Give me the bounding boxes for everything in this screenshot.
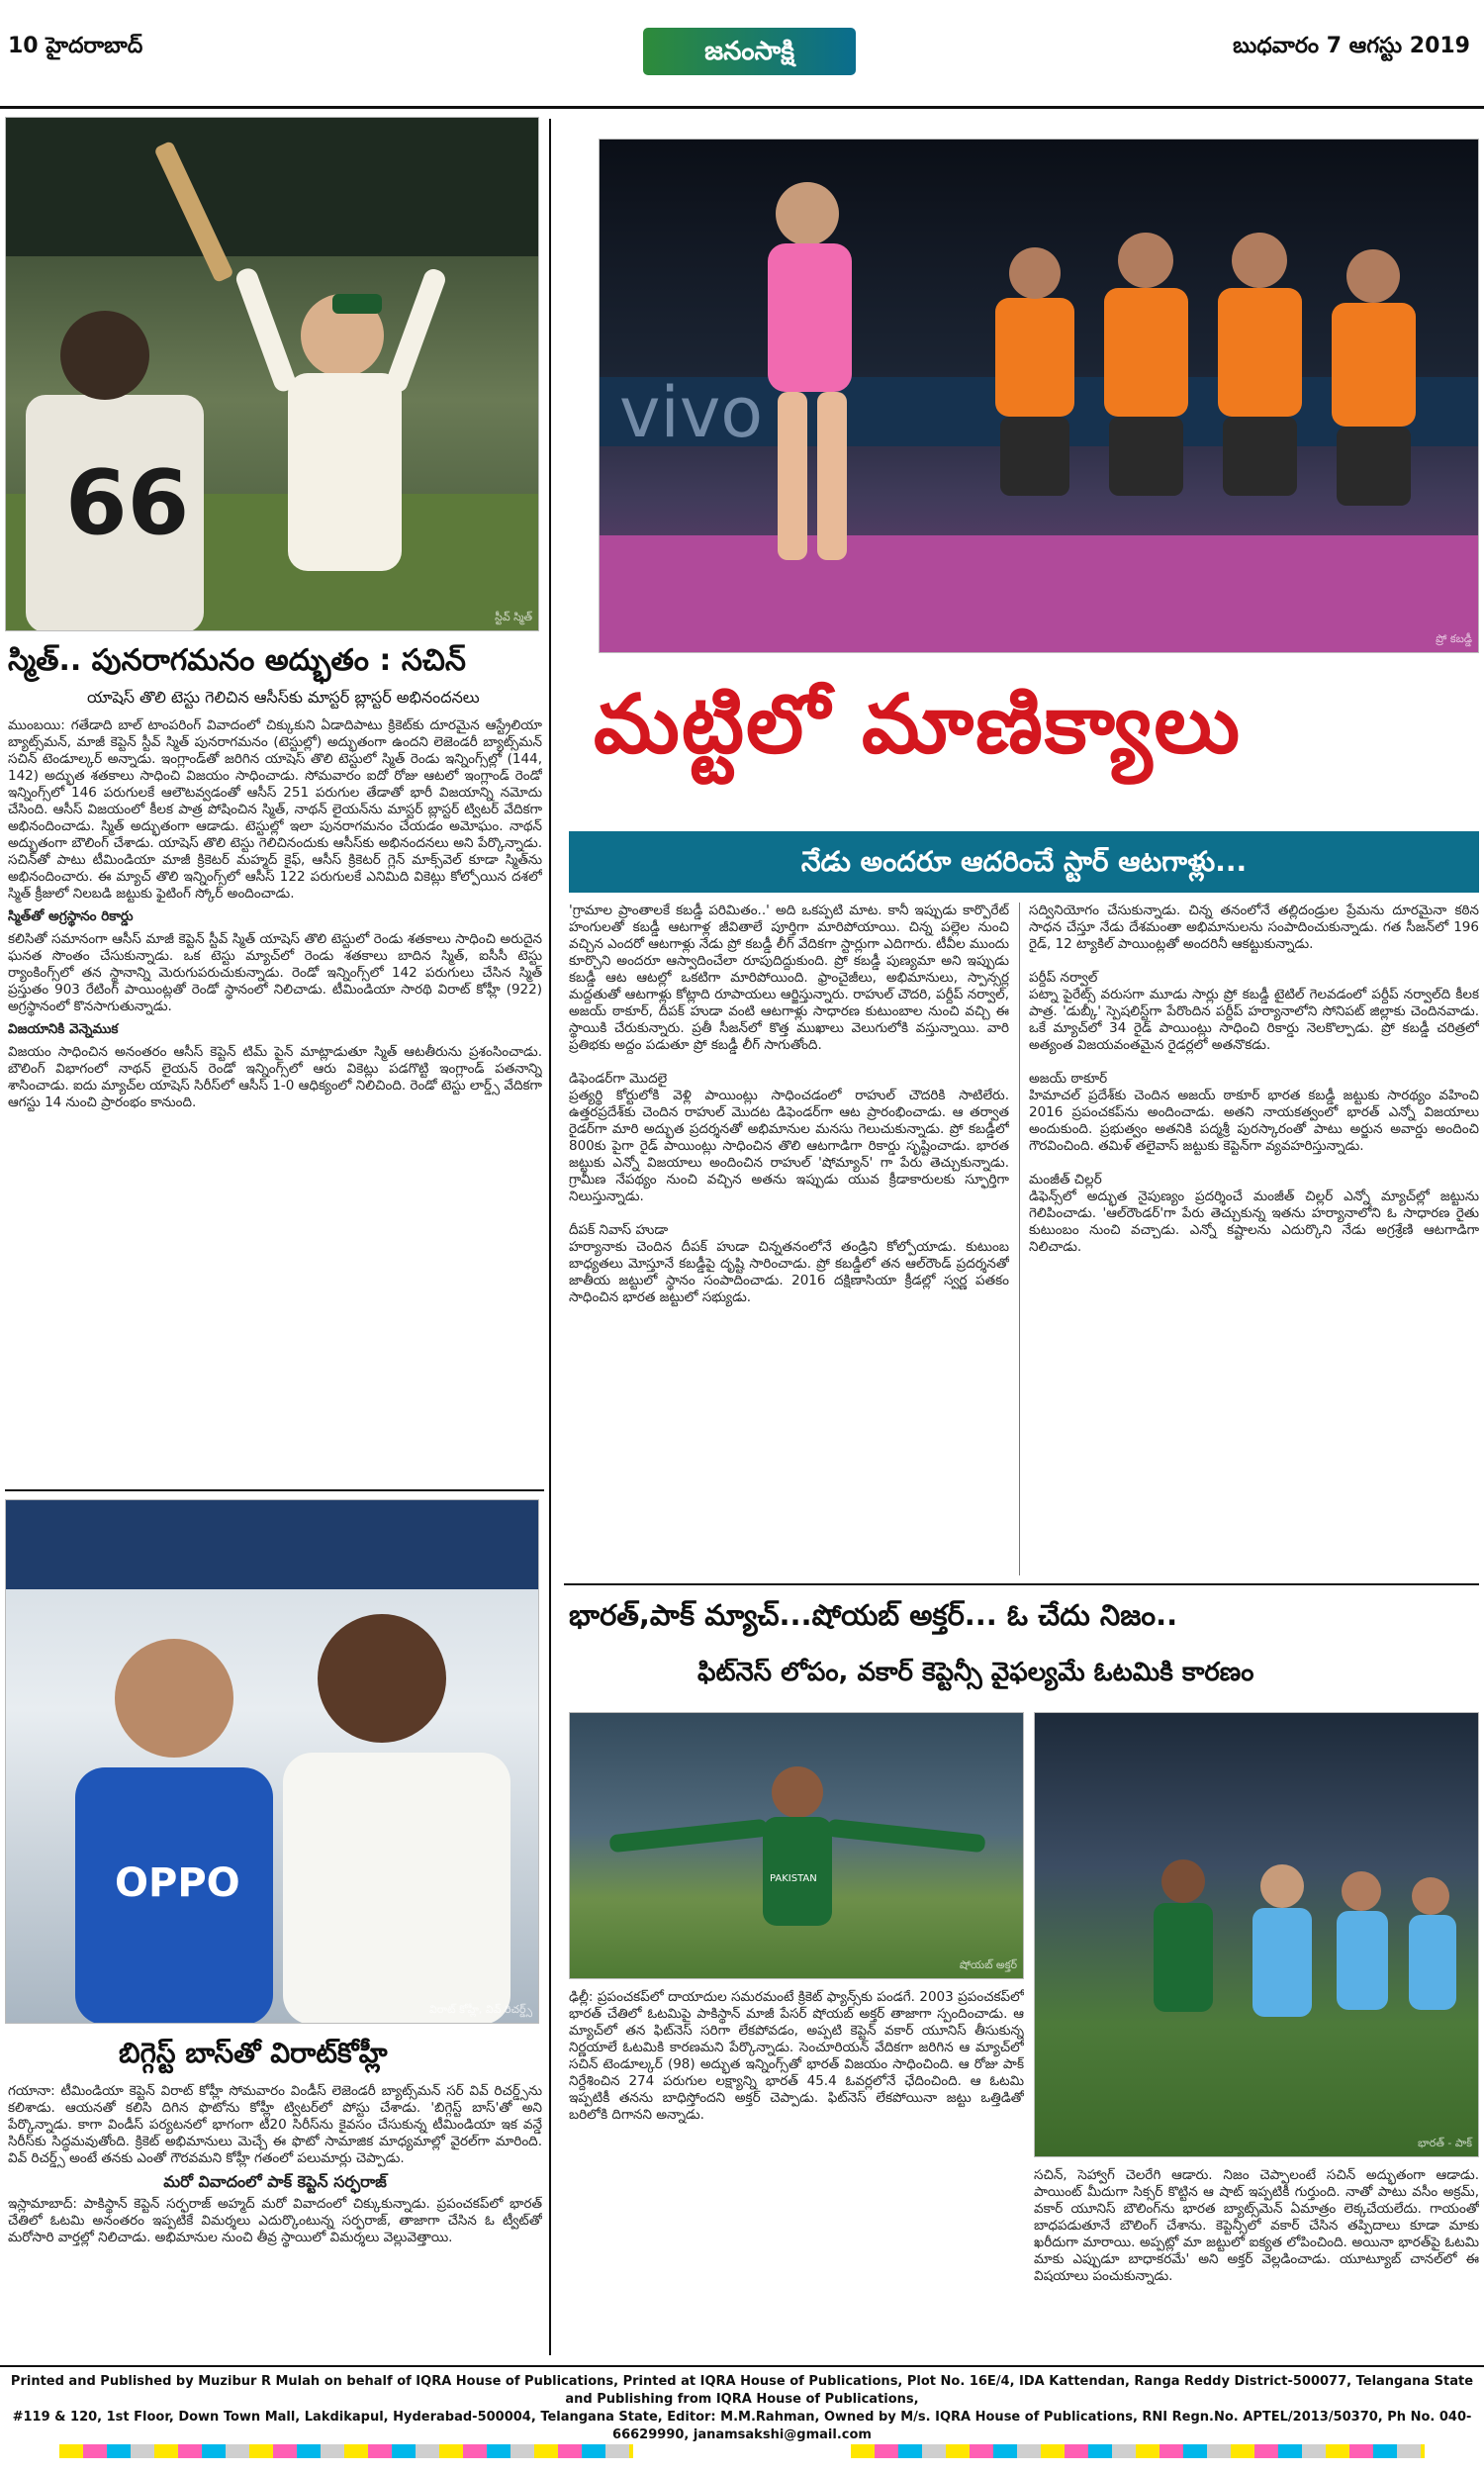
smith-article-body bbox=[8, 717, 542, 1479]
smith-headline: స్మిత్.. పునరాగమనం అద్భుతం : సచిన్ bbox=[8, 643, 466, 678]
kohli-richards-photo bbox=[5, 1499, 539, 2024]
photo-caption: షోయబ్ అక్తర్ bbox=[959, 1958, 1017, 1971]
cricket-celebration-illustration bbox=[6, 118, 539, 631]
color-registration-bar bbox=[851, 2444, 1425, 2458]
akhtar-column-1: ఢిల్లీ: ప్రపంచకప్‌లో దాయాదుల సమరమంటే క్రికెట్ ఫ్యాన్స్‌కు పండగే. 2003 ప్రపంచకప్‌లో భారత్ చేతిలో ఓటమిపై పాకిస్థాన్ మాజీ పేసర్ షోయబ్ అక్తర్ తాజాగా స్పందించాడు. ఆ మ్యాచ్‌లో తన ఫిట్‌నెస్ సరిగా లేకపోవడం, అప్పటి కెప్టెన్ వకార్ యూనిస్ తీసుకున్న నిర్ణయాలే ఓటమికి కారణమని పేర్కొన్నాడు. సెంచూరియన్ వేదికగా జరిగిన ఆ మ్యాచ్‌లో సచిన్ టెండూల్కర్ (98) అద్భుత ఇన్నింగ్స్‌తో భారత్ విజయం సాధించింది. ఆ రోజు పాక్ నిర్దేశించిన 274 పరుగుల లక్ష్యాన్ని భారత్ 45.4 ఓవర్లలోనే ఛేదించింది. ఆ ఓటమి ఇప్పటికీ తనను బాధిస్తోందని అక్తర్ చెప్పాడు. ఫిట్‌నెస్ లేకపోయినా జట్టు ఒత్తిడితో బరిలోకి దిగానని అన్నాడు. bbox=[569, 1989, 1024, 2123]
newspaper-logo: జనంసాక్షి bbox=[643, 28, 856, 75]
imprint-footer bbox=[0, 2365, 1484, 2442]
akhtar-subhead: ఫిట్‌నెస్ లోపం, వకార్ కెప్టెన్సీ వైఫల్యమే ఓటమికి కారణం bbox=[697, 1658, 1254, 1687]
kohli-paragraph: గయానా: టీమిండియా కెప్టెన్ విరాట్ కోహ్లీ సోమవారం విండీస్ లెజెండరీ బ్యాట్స్‌మన్ సర్ వివ్ రిచర్డ్స్‌ను కలిశాడు. ఆయనతో కలిసి దిగిన ఫొటోను కోహ్లీ ట్విటర్‌లో పోస్టు చేశాడు. 'బిగ్గెస్ట్ బాస్‌'తో అని పేర్కొన్నాడు. కాగా విండీస్ పర్యటనలో భాగంగా టీ20 సిరీస్‌ను కైవసం చేసుకున్న టీమిండియా ఇక వన్డే సిరీస్‌కు సిద్ధమవుతోంది. క్రికెట్ అభిమానులు మెచ్చే ఈ ఫొటో సామాజిక మాధ్యమాల్లో వైరల్‌గా మారింది. వివ్ రిచర్డ్స్ అంటే తనకు ఎంతో గౌరవమని కోహ్లీ గతంలో పలుమార్లు చెప్పాడు. bbox=[8, 2083, 542, 2166]
photo-caption: స్టీవ్ స్మిత్ bbox=[495, 611, 532, 623]
kabaddi-column-1: 'గ్రామాల ప్రాంతాలకే కబడ్డీ పరిమితం..' అది ఒకప్పటి మాట. కానీ ఇప్పుడు కార్పొరేట్ హంగులతో కబడ్డీ ఆటగాళ్ల జీవితాలే పూర్తిగా మారిపోయాయి. చిన్న పల్లెల నుంచి వచ్చిన ఎందరో ఆటగాళ్లు నేడు ప్రో కబడ్డీ లీగ్ వేదికగా స్టార్లుగా ఎదిగారు. టీవీల ముందు కూర్చొని అందరూ ఆస్వాదించేలా రూపుదిద్దుకుంది. ప్రో కబడ్డీ పుణ్యమా అని ఇప్పుడు కబడ్డీ ఆట ఆటల్లో ఒకటిగా మారిపోయింది. ఫ్రాంచైజీలు, అభిమానులు, స్పాన్సర్ల మద్దతుతో ఆటగాళ్లు కోట్లాది రూపాయలు ఆర్జిస్తున్నారు. రాహుల్ చౌదరి, పర్దీప్ నర్వాల్, అజయ్ ఠాకూర్, దీపక్ హుడా వంటి ఆటగాళ్లు సాధారణ కుటుంబాల నుంచి వచ్చి ఈ స్థాయికి చేరుకున్నారు. ప్రతీ సీజన్‌లో కొత్త ముఖాలు వెలుగులోకి వస్తున్నాయి. వారి ప్రతిభకు అద్దం పడుతూ ప్రో కబడ్డీ లీగ్ సాగుతోంది. డిఫెండర్‌గా మొదలై ప్రత్యర్థి కోర్టులోకి వెళ్లి పాయింట్లు సాధించడంలో రాహుల్ చౌదరికి సాటిలేరు. ఉత్తరప్రదేశ్‌కు చెందిన రాహుల్ మొదట డిఫెండర్‌గా ఆట ప్రారంభించాడు. ఆ తర్వాత రైడర్‌గా మారి అద్భుత ప్రదర్శనతో అభిమానుల మనసు గెలుచుకున్నాడు. ప్రో కబడ్డీలో 800కు పైగా రైడ్ పాయింట్లు సాధించిన తొలి ఆటగాడిగా రికార్డు సృష్టించాడు. భారత జట్టుకు ఎన్నో విజయాలు అందించిన రాహుల్ 'షోమ్యాన్' గా పేరు తెచ్చుకున్నాడు. గ్రామీణ నేపథ్యం నుంచి వచ్చిన అతను ఇప్పుడు యువ క్రీడాకారులకు స్ఫూర్తిగా నిలుస్తున్నాడు. దీపక్ నివాస్ హుడా హర్యానాకు చెందిన దీపక్ హుడా చిన్నతనంలోనే తండ్రిని కోల్పోయాడు. కుటుంబ బాధ్యతలు మోస్తూనే కబడ్డీపై దృష్టి సారించాడు. ప్రో కబడ్డీలో తన ఆల్‌రౌండ్ ప్రదర్శనతో జాతీయ జట్టులో స్థానం సంపాదించాడు. 2016 దక్షిణాసియా క్రీడల్లో స్వర్ణ పతకం సాధించిన భారత జట్టులో సభ్యుడు. bbox=[569, 903, 1009, 1305]
column-divider bbox=[549, 119, 551, 2355]
photo-caption: ప్రో కబడ్డీ bbox=[1436, 632, 1472, 645]
handshake-illustration bbox=[1035, 1713, 1479, 2157]
imprint-line-2: #119 & 120, 1st Floor, Down Town Mall, Lakdikapul, Hyderabad-500004, Telangana State, Editor: M.M.Rahman, Owned by M/s. IQRA House of Publications, RNI Regn.No. APTEL/2013/50370, Ph No. 040-66629990, janamsakshi@gmail.com bbox=[12, 2410, 1472, 2442]
smith-paragraph: కలిసితో సమానంగా ఆసీస్ మాజీ కెప్టెన్ స్టీవ్ స్మిత్ యాషెస్ తొలి టెస్టులో రెండు శతకాలు సాధించి అరుదైన ఘనత సొంతం చేసుకున్నాడు. ఒక టెస్టు మ్యాచ్‌లో రెండు శతకాలు బాదిన స్మిత్, ఐసీసీ టెస్టు ర్యాంకింగ్స్‌లో తన స్థానాన్ని మెరుగుపరుచుకున్నాడు. రెండో ఇన్నింగ్స్‌లో 142 పరుగులు చేసిన స్మిత్ ప్రస్తుతం 903 రేటింగ్ పాయింట్లతో రెండో స్థానంలో నిలిచాడు. టీమిండియా సారథి విరాట్ కోహ్లీ (922) అగ్రస్థానంలో కొనసాగుతున్నాడు. bbox=[8, 931, 542, 1014]
akhtar-celebration-illustration bbox=[570, 1713, 1024, 1979]
smith-subheading: స్మిత్‌తో అగ్రస్థానం రికార్డు bbox=[8, 908, 134, 924]
smith-paragraph: ముంబయి: గతేడాది బాల్ టాంపరింగ్ వివాదంలో చిక్కుకుని ఏడాదిపాటు క్రికెట్‌కు దూరమైన ఆస్ట్రేలియా బ్యాట్స్‌మన్, మాజీ కెప్టెన్ స్టీవ్ స్మిత్ పునరాగమనం (టెస్టుల్లో) అద్భుతంగా ఉందని లెజెండరీ బ్యాట్స్‌మన్ సచిన్ టెండూల్కర్ అన్నాడు. ఇంగ్లాండ్‌తో జరిగిన యాషెస్ తొలి టెస్టులో స్మిత్ రెండు ఇన్నింగ్స్‌ల్లో (144, 142) అద్భుత శతకాలు సాధించి విజయం సాధించాడు. సోమవారం ఐదో రోజు ఆటలో ఇంగ్లాండ్ రెండో ఇన్నింగ్స్‌లో 146 పరుగులకే ఆలౌటవ్వడంతో ఆసీస్ 251 పరుగుల తేడాతో భారీ విజయాన్ని నమోదు చేసింది. ఆసీస్ విజయంలో కీలక పాత్ర పోషించిన స్మిత్, నాథన్ లైయన్‌ను మాస్టర్ బ్లాస్టర్ ట్విటర్ వేదికగా అభినందించాడు. స్మిత్ అద్భుతంగా ఆడాడు. టెస్టుల్లో ఇలా పునరాగమనం చేయడం అమోఘం. నాథన్ అద్భుతంగా బౌలింగ్ చేశాడు. యాషెస్ తొలి టెస్టు గెలిచినందుకు ఆసీస్‌కు అభినందనలు అని పేర్కొన్నాడు. సచిన్‌తో పాటు టీమిండియా మాజీ క్రికెటర్ మహ్మద్ కైఫ్, ఆసీస్ క్రికెటర్ గ్లెన్ మాక్స్‌వెల్ కూడా స్మిత్‌ను అభినందించారు. ఈ మ్యాచ్ తొలి ఇన్నింగ్స్‌లో ఆసీస్ 122 పరుగులకే ఎనిమిది వికెట్లు కోల్పోయిన దశలో స్మిత్ క్రీజులో నిలబడి జట్టుకు ఫైటింగ్ స్కోర్ అందించాడు. bbox=[8, 717, 542, 902]
imprint-line-1: Printed and Published by Muzibur R Mulah on behalf of IQRA House of Publications, Printed at IQRA House of Publications, Plot No. 16E/4, IDA Kattendan, Ranga Reddy District-500077, Telangana State and Publishing from IQRA House of Publications, bbox=[10, 2374, 1474, 2407]
akhtar-headline: భారత్,పాక్ మ్యాచ్...షోయబ్ అక్తర్... ఓ చేదు నిజం.. bbox=[569, 1598, 1178, 1632]
akhtar-column-2: సచిన్, సెహ్వాగ్ చెలరేగి ఆడారు. నిజం చెప్పాలంటే సచిన్ అద్భుతంగా ఆడాడు. పాయింట్ మీదుగా సిక్సర్ కొట్టిన ఆ షాట్ ఇప్పటికీ గుర్తుంది. నాతో పాటు వసీం అక్రమ్, వకార్ యూనిస్ బౌలింగ్‌ను భారత బ్యాట్స్‌మెన్ ఏమాత్రం లెక్కచేయలేదు. గాయంతో బాధపడుతూనే బౌలింగ్ చేశాను. కెప్టెన్సీలో వకార్ చేసిన తప్పిదాలు కూడా మాకు ఖరీదుగా మారాయి. అప్పట్లో మా జట్టులో ఐక్యత లోపించింది. అయినా భారత్‌పై ఓటమి మాకు ఎప్పుడూ బాధాకరమే' అని అక్తర్ వెల్లడించాడు. యూట్యూబ్ చానల్‌లో ఈ విషయాలు పంచుకున్నాడు. bbox=[1034, 2167, 1479, 2284]
photo-caption: విరాట్ కోహ్లీ, వివ్ రిచర్డ్స్ bbox=[428, 2003, 532, 2016]
svg-text:vivo: vivo bbox=[619, 372, 764, 453]
smith-subheading: విజయానికి వెన్నెముక bbox=[8, 1021, 119, 1037]
smith-subhead: యాషెస్ తొలి టెస్టు గెలిచిన ఆసీస్‌కు మాస్టర్ బ్లాస్టర్ అభినందనలు bbox=[87, 688, 480, 707]
smith-photo bbox=[5, 117, 539, 631]
kabaddi-column-divider bbox=[1019, 903, 1020, 1575]
smith-paragraph: విజయం సాధించిన అనంతరం ఆసీస్ కెప్టెన్ టిమ్ పైన్ మాట్లాడుతూ స్మిత్ ఆటతీరును ప్రశంసించాడు. బౌలింగ్ విభాగంలో నాథన్ లైయన్ రెండో ఇన్నింగ్స్‌లో ఆరు వికెట్లు పడగొట్టి ఇంగ్లాండ్ పతనాన్ని శాసించాడు. ఐదు మ్యాచ్‌ల యాషెస్ సిరీస్‌లో ఆసీస్ 1-0 ఆధిక్యంలో నిలిచింది. రెండో టెస్టు లార్డ్స్ వేదికగా ఆగస్టు 14 నుంచి ప్రారంభం కానుంది. bbox=[8, 1044, 542, 1110]
color-registration-bar bbox=[59, 2444, 633, 2458]
akhtar-photo bbox=[569, 1712, 1024, 1979]
kohli-richards-illustration bbox=[6, 1500, 539, 2024]
svg-text:OPPO: OPPO bbox=[115, 1860, 240, 1906]
section-divider bbox=[5, 1489, 544, 1491]
page-number: 10 హైదరాబాద్ bbox=[8, 34, 143, 58]
issue-date: బుధవారం 7 ఆగస్టు 2019 bbox=[1233, 34, 1470, 58]
handshake-photo bbox=[1034, 1712, 1479, 2157]
svg-text:66: 66 bbox=[65, 451, 190, 555]
kabaddi-banner-text: నేడు అందరూ ఆదరించే స్టార్ ఆటగాళ్లు... bbox=[800, 845, 1248, 878]
svg-text:PAKISTAN: PAKISTAN bbox=[770, 1873, 817, 1884]
kabaddi-banner bbox=[569, 831, 1479, 893]
sarfaraz-paragraph: ఇస్లామాబాద్: పాకిస్థాన్ కెప్టెన్ సర్ఫరాజ్ అహ్మద్ మరో వివాదంలో చిక్కుకున్నాడు. ప్రపంచకప్‌లో భారత్ చేతిలో ఓటమి అనంతరం ఇప్పటికే విమర్శలు ఎదుర్కొంటున్న సర్ఫరాజ్, తాజాగా చేసిన ఓ ట్వీట్‌తో మరోసారి వార్తల్లో నిలిచాడు. అభిమానుల నుంచి తీవ్ర స్థాయిలో విమర్శలు వెల్లువెత్తాయి. bbox=[8, 2196, 542, 2245]
kabaddi-column-2: సద్వినియోగం చేసుకున్నాడు. చిన్న తనంలోనే తల్లిదండ్రుల ప్రేమను దూరమైనా కఠిన సాధన చేస్తూ నేడు దేశమంతా అభిమానులను సంపాదించుకున్నాడు. గత సీజన్‌లో 196 రైడ్, 12 ట్యాకిల్ పాయింట్లతో అందరినీ ఆకట్టుకున్నాడు. పర్దీప్ నర్వాల్ పట్నా పైరేట్స్ వరుసగా మూడు సార్లు ప్రో కబడ్డీ టైటిల్ గెలవడంలో పర్దీప్ నర్వాల్‌ది కీలక పాత్ర. 'డుబ్కీ' స్పెషలిస్ట్‌గా పేరొందిన పర్దీప్ హర్యానాలోని సోనిపట్ జిల్లాకు చెందినవాడు. ఒకే మ్యాచ్‌లో 34 రైడ్ పాయింట్లు సాధించి రికార్డు నెలకొల్పాడు. ప్రో కబడ్డీ చరిత్రలో అత్యంత విజయవంతమైన రైడర్లలో అతనొకడు. అజయ్ ఠాకూర్ హిమాచల్ ప్రదేశ్‌కు చెందిన అజయ్ ఠాకూర్ భారత కబడ్డీ జట్టుకు సారథ్యం వహించి 2016 ప్రపంచకప్‌ను అందించాడు. అతని నాయకత్వంలో భారత్ ఎన్నో విజయాలు అందుకుంది. ప్రభుత్వం అతనికి పద్మశ్రీ పురస్కారంతో పాటు అర్జున అవార్డు అందించి గౌరవించింది. తమిళ్ తలైవాస్ జట్టుకు కెప్టెన్‌గా వ్యవహరిస్తున్నాడు. మంజీత్ చిల్లర్ డిఫెన్స్‌లో అద్భుత నైపుణ్యం ప్రదర్శించే మంజీత్ చిల్లర్ ఎన్నో మ్యాచ్‌ల్లో జట్టును గెలిపించాడు. 'ఆల్‌రౌండర్'గా పేరు తెచ్చుకున్న ఇతను హర్యానాలోని ఓ సాధారణ రైతు కుటుంబం నుంచి వచ్చాడు. ఎన్నో కష్టాలను ఎదుర్కొని నేడు అగ్రశ్రేణి ఆటగాడిగా నిలిచాడు. bbox=[1029, 903, 1479, 1255]
sarfaraz-subheading: మరో వివాదంలో పాక్ కెప్టెన్ సర్ఫరాజ్ bbox=[163, 2172, 387, 2191]
kohli-headline: బిగ్గెస్ట్ బాస్‌తో విరాట్‌కోహ్లీ bbox=[119, 2037, 388, 2069]
kabaddi-photo bbox=[599, 139, 1479, 653]
page-header bbox=[0, 0, 1484, 109]
section-divider bbox=[564, 1583, 1479, 1585]
kohli-article-body bbox=[8, 2083, 542, 2360]
photo-caption: భారత్ - పాక్ bbox=[1418, 2137, 1472, 2149]
kabaddi-headline: మట్టిలో మాణిక్యాలు bbox=[594, 678, 1242, 772]
kabaddi-match-illustration bbox=[600, 140, 1479, 653]
